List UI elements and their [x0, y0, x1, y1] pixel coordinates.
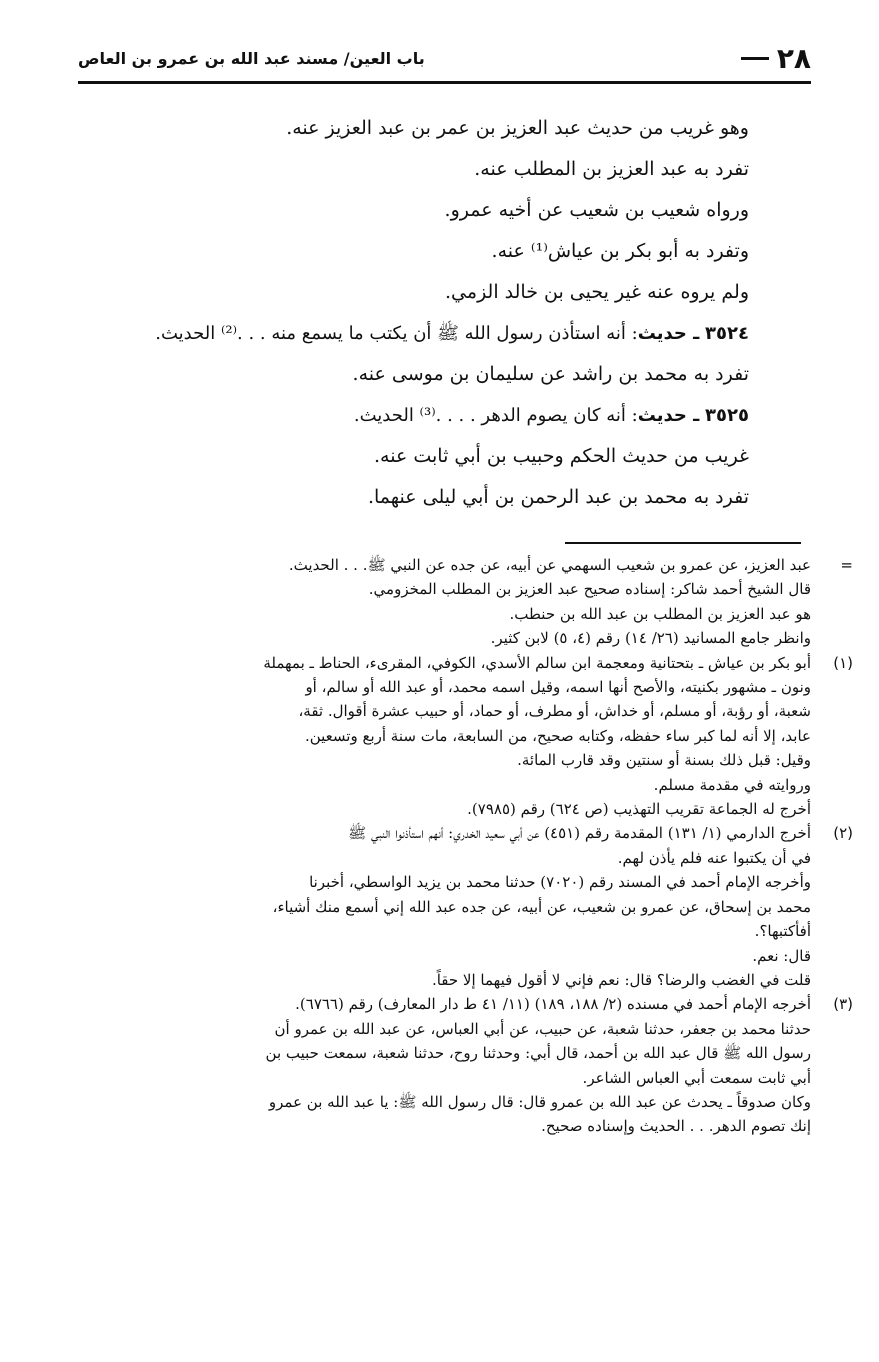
main-line: وهو غريب من حديث عبد العزيز بن عمر بن عبد العزيز عنه.: [286, 117, 749, 139]
running-header: [78, 38, 811, 78]
hadith-3525: [155, 395, 749, 436]
page-number: ٢٨: [776, 41, 811, 75]
footnote-line: شعبة، أو رؤبة، أو مسلم، أو خداش، أو مطرف، أو حماد، أو حبيب عشرة أقوال. ثقة،: [298, 702, 811, 721]
footnote-line: وانظر جامع المسانيد (٢٦/ ١٤) رقم (٤، ٥) لابن كثير.: [490, 629, 811, 648]
footnote-continuation: = عبد العزيز، عن عمرو بن شعيب السهمي عن أبيه، عن جده عن النبي ﷺ. . . الحديث.: [77, 553, 811, 577]
footnote-line: رسول الله ﷺ قال عبد الله بن أحمد، قال أبي: وحدثنا روح، حدثنا شعبة، سمعت حبيب بن: [265, 1044, 811, 1063]
footnote-line: أبي ثابت سمعت أبي العباس الشاعر.: [582, 1068, 811, 1087]
main-line: تفرد به عبد العزيز بن المطلب عنه.: [474, 158, 749, 180]
footnote-line: هو عبد العزيز بن المطلب بن عبد الله بن حنطب.: [509, 604, 811, 623]
header-title: باب العين/ مسند عبد الله بن عمرو بن العاص: [78, 48, 425, 68]
footnote-line: قال الشيخ أحمد شاكر: إسناده صحيح عبد العزيز بن المطلب المخزومي.: [368, 580, 811, 599]
hadith-3524: [155, 313, 749, 354]
footnote-3: (٣) أخرجه الإمام أحمد في مسنده (٢/ ١٨٨، ١٨٩) (١١/ ٤١ ط دار المعارف) رقم (٦٧٦٦).: [77, 992, 811, 1016]
hadith-number: ٣٥٢٤: [705, 323, 749, 344]
footnote-line: عابد، إلا أنه لما كبر ساء حفظه، وكتابه صحيح، من السابعة، مات سنة أربع وتسعين.: [304, 726, 811, 745]
footnote-line: ونون ـ مشهور بكنيته، والأصح أنها اسمه، وقيل اسمه محمد، أو عبد الله أو سالم، أو: [305, 678, 811, 697]
footnote-2: (٢) أخرج الدارمي (١/ ١٣١) المقدمة رقم (٤٥١) عن أبي سعيد الخدري: أنهم استأذنوا النبي ﷺ: [77, 821, 811, 845]
footnote-line: أفأكتبها؟.: [754, 922, 811, 941]
footnote-line: محمد بن إسحاق، عن عمرو بن شعيب، عن أبيه، عن جده عبد الله إني أسمع منك أشياء،: [272, 897, 811, 916]
footnote-line: في أن يكتبوا عنه فلم يأذن لهم.: [617, 848, 811, 867]
footnote-marker: =: [840, 556, 853, 574]
footnotes: [77, 553, 853, 1139]
hadith-number: ٣٥٢٥: [705, 405, 749, 426]
hadith-text: : أنه استأذن رسول الله ﷺ أن يكتب ما يسمع منه . . .⁽²⁾ الحديث.: [155, 323, 638, 344]
hadith-text: : أنه كان يصوم الدهر . . . .⁽³⁾ الحديث.: [353, 405, 638, 426]
footnote-line: وروايته في مقدمة مسلم.: [653, 775, 811, 794]
footnote-line: أخرج له الجماعة تقريب التهذيب (ص ٦٢٤) رقم (٧٩٨٥).: [467, 800, 811, 819]
main-line: تفرد به محمد بن راشد عن سليمان بن موسى عنه.: [352, 363, 749, 385]
footnote-marker: (٣): [833, 995, 853, 1014]
hadith-label: ـ حديث: [637, 405, 700, 426]
footnote-1: (١) أبو بكر بن عياش ـ بتحتانية ومعجمة ابن سالم الأسدي، الكوفي، المقرىء، الحناط ـ بمهملة: [77, 651, 811, 675]
footnote-marker: (٢): [833, 824, 853, 843]
footnote-line: حدثنا محمد بن جعفر، حدثنا شعبة، عن حبيب، عن أبي العباس، عن عبد الله بن عمرو أن: [274, 1019, 811, 1038]
main-line: ولم يروه عنه غير يحيى بن خالد الزمي.: [445, 281, 749, 303]
footnote-line: إنك تصوم الدهر. . . الحديث وإسناده صحيح.: [541, 1117, 811, 1136]
footnote-line: قال: نعم.: [752, 946, 811, 965]
main-line: وتفرد به أبو بكر بن عياش⁽¹⁾ عنه.: [491, 240, 749, 262]
footnote-marker: (١): [833, 653, 853, 672]
header-rule: [78, 81, 811, 84]
footnote-line: قلت في الغضب والرضا؟ قال: نعم فإني لا أقول فيهما إلا حقاً.: [431, 970, 811, 989]
main-line: تفرد به محمد بن عبد الرحمن بن أبي ليلى عنهما.: [367, 486, 749, 508]
footnote-divider: [565, 542, 801, 544]
main-line: ورواه شعيب بن شعيب عن أخيه عمرو.: [444, 199, 749, 221]
footnote-line: وقيل: قبل ذلك بسنة أو سنتين وقد قارب المائة.: [517, 751, 811, 770]
hadith-label: ـ حديث: [637, 323, 700, 344]
main-text: [155, 108, 749, 518]
footnote-line: وكان صدوقاً ـ يحدث عن عبد الله بن عمرو قال: قال رسول الله ﷺ: يا عبد الله بن عمرو: [268, 1092, 811, 1111]
header-dash: [741, 57, 769, 60]
footnote-line: وأخرجه الإمام أحمد في المسند رقم (٧٠٢٠) حدثنا محمد بن يزيد الواسطي، أخبرنا: [309, 873, 811, 892]
main-line: غريب من حديث الحكم وحبيب بن أبي ثابت عنه.: [374, 445, 749, 467]
